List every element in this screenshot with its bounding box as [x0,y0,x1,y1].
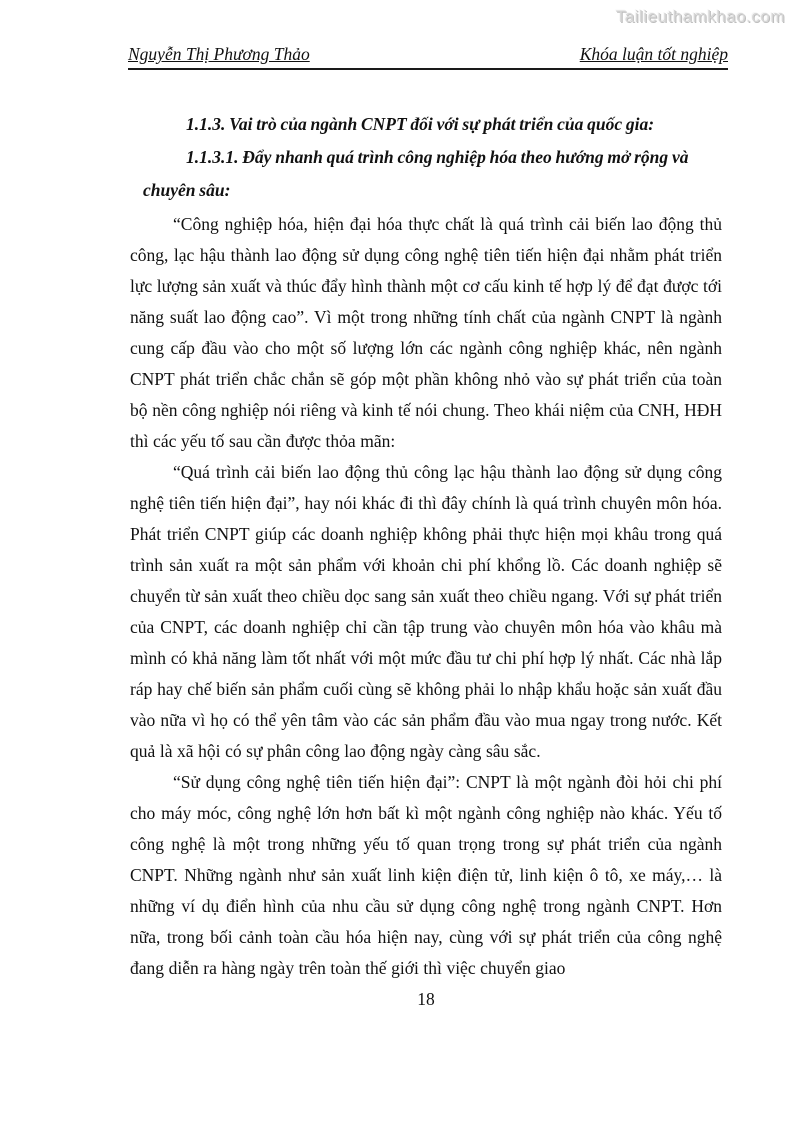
paragraph-advanced-technology: “Sử dụng công nghệ tiên tiến hiện đại”: CNPT là một ngành đòi hỏi chi phí cho máy móc, công nghệ lớn hơn bất kì một ngành công nghiệp nào khác. Yếu tố công nghệ là một trong những yếu tố quan trọng trong sự phát triển của ngành CNPT. Những ngành như sản xuất linh kiện điện tử, linh kiện ô tô, xe máy,… là những ví dụ điển hình của nhu cầu sử dụng công nghệ trong ngành CNPT. Hơn nữa, trong bối cảnh toàn cầu hóa hiện nay, cùng với sự phát triển của công nghệ đang diễn ra hàng ngày trên toàn thế giới thì việc chuyển giao [130,772,722,978]
header-document-type: Khóa luận tốt nghiệp [579,44,728,64]
section-heading-1-1-3-1: 1.1.3.1. Đẩy nhanh quá trình công nghiệp hóa theo hướng mở rộng và chuyên sâu: [143,147,689,200]
section-heading-1-1-3: 1.1.3. Vai trò của ngành CNPT đối với sự phát triển của quốc gia: [186,114,655,134]
paragraph-specialization-process: “Quá trình cải biến lao động thủ công lạc hậu thành lao động sử dụng công nghệ tiên tiến hiện đại”, hay nói khác đi thì đây chính là quá trình chuyên môn hóa. Phát triển CNPT giúp các doanh nghiệp không phải thực hiện mọi khâu trong quá trình sản xuất ra một sản phẩm với khoản chi phí khổng lồ. Các doanh nghiệp sẽ chuyển từ sản xuất theo chiều dọc sang sản xuất theo chiều ngang. Với sự phát triển của CNPT, các doanh nghiệp chỉ cần tập trung vào chuyên môn hóa vào khâu mà mình có khả năng làm tốt nhất với một mức đầu tư chi phí hợp lý nhất. Các nhà lắp ráp hay chế biến sản phẩm cuối cùng sẽ không phải lo nhập khẩu hoặc sản xuất đầu vào nữa vì họ có thể yên tâm vào các sản phẩm đầu vào mua ngay trong nước. Kết quả là xã hội có sự phân công lao động ngày càng sâu sắc. [130,462,722,761]
header-author-name: Nguyễn Thị Phương Thảo [128,44,310,64]
paragraph-industrialization-definition: “Công nghiệp hóa, hiện đại hóa thực chất là quá trình cải biến lao động thủ công, lạc hậu thành lao động sử dụng công nghệ tiên tiến hiện đại nhằm phát triển lực lượng sản xuất và thúc đẩy hình thành một cơ cấu kinh tế hợp lý để đạt được tới năng suất lao động cao”. Vì một trong những tính chất của ngành CNPT là ngành cung cấp đầu vào cho một số lượng lớn các ngành công nghiệp khác, nên ngành CNPT phát triển chắc chắn sẽ góp một phần không nhỏ vào sự phát triển của toàn bộ nền công nghiệp nói riêng và kinh tế nói chung. Theo khái niệm của CNH, HĐH thì các yếu tố sau cần được thỏa mãn: [130,214,722,451]
running-header [128,44,728,70]
page-body [130,108,722,1015]
page-number: 18 [417,989,435,1009]
watermark-text: Tailieuthamkhao.com [615,7,785,26]
